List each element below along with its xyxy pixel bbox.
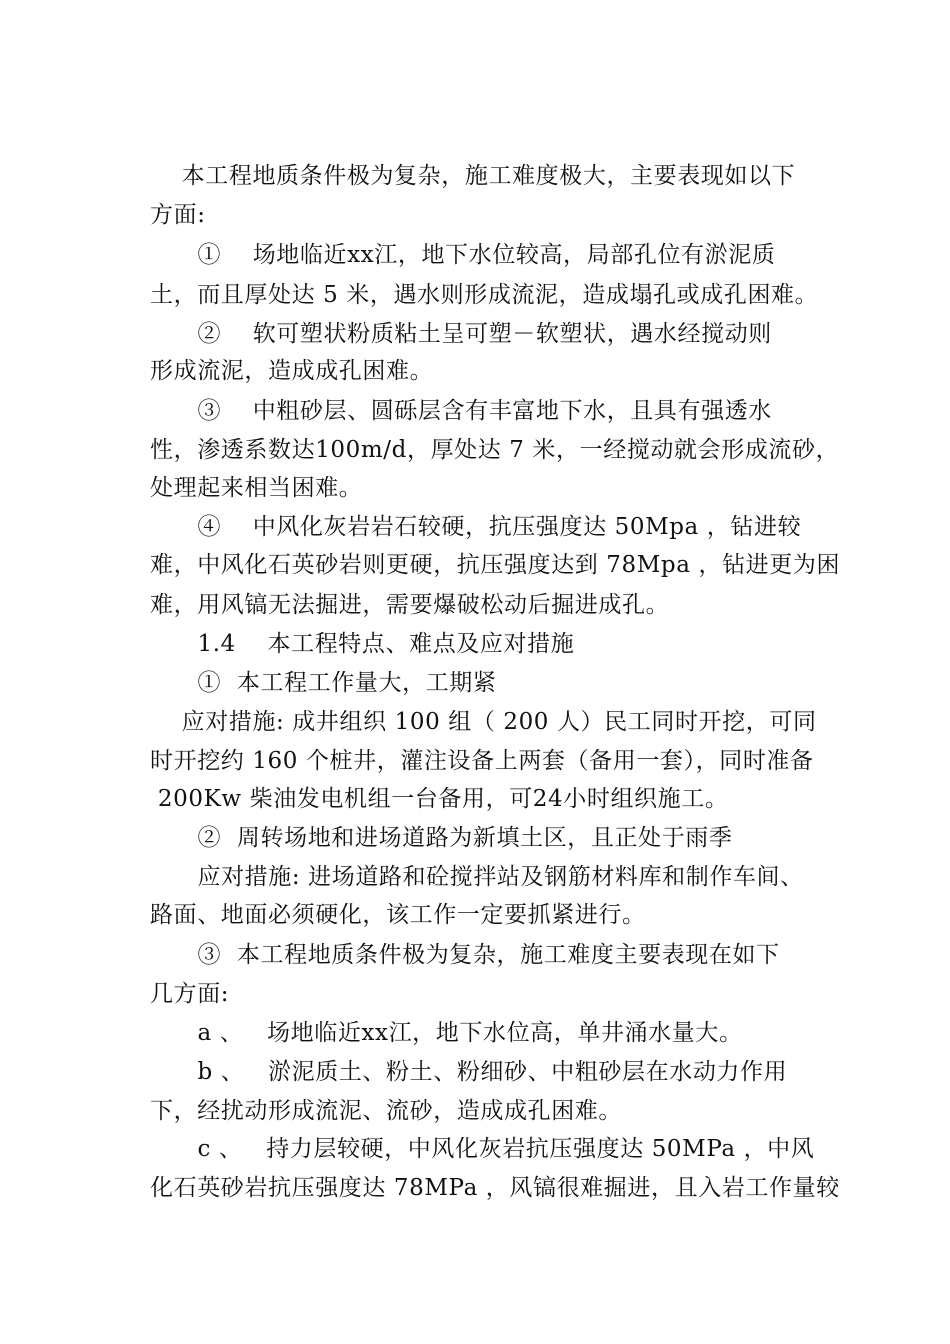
text-line: ③ 本工程地质条件极为复杂，施工难度主要表现在如下 xyxy=(150,942,780,968)
text-line: 难，中风化石英砂岩则更硬，抗压强度达到 78Mpa ，钻进更为困 xyxy=(150,552,841,578)
text-line: ② 周转场地和进场道路为新填土区，且正处于雨季 xyxy=(150,825,733,851)
text-line: 化石英砂岩抗压强度达 78MPa ，风镐很难掘进，且入岩工作量较 xyxy=(150,1175,840,1201)
section-heading: 1.4 本工程特点、难点及应对措施 xyxy=(150,631,575,657)
text-line: 应对措施: 成井组织 100 组（ 200 人）民工同时开挖，可同 xyxy=(150,709,817,735)
text-line: 200Kw 柴油发电机组一台备用，可24小时组织施工。 xyxy=(150,786,729,812)
text-line: 形成流泥，造成成孔困难。 xyxy=(150,358,434,384)
text-line: 时开挖约 160 个桩井，灌注设备上两套（备用一套），同时准备 xyxy=(150,748,814,774)
text-line: ③ 中粗砂层、圆砾层含有丰富地下水，且具有强透水 xyxy=(150,398,772,424)
text-line: ① 场地临近xx江，地下水位较高，局部孔位有淤泥质 xyxy=(150,242,776,268)
text-line: c 、 持力层较硬，中风化灰岩抗压强度达 50MPa ，中风 xyxy=(150,1136,815,1162)
text-line: 应对措施: 进场道路和砼搅拌站及钢筋材料库和制作车间、 xyxy=(150,864,804,890)
text-line: 本工程地质条件极为复杂，施工难度极大，主要表现如以下 xyxy=(150,163,796,189)
text-line: 土，而且厚处达 5 米，遇水则形成流泥，造成塌孔或成孔困难。 xyxy=(150,282,819,308)
text-line: ② 软可塑状粉质粘土呈可塑－软塑状，遇水经搅动则 xyxy=(150,321,772,347)
text-line: 难，用风镐无法掘进，需要爆破松动后掘进成孔。 xyxy=(150,592,670,618)
text-line: 方面: xyxy=(150,202,206,228)
text-line: a 、 场地临近xx江，地下水位高，单井涌水量大。 xyxy=(150,1020,743,1046)
text-line: 性，渗透系数达100m/d，厚处达 7 米，一经搅动就会形成流砂， xyxy=(150,437,840,463)
text-line: 处理起来相当困难。 xyxy=(150,475,363,501)
text-line: ④ 中风化灰岩岩石较硬，抗压强度达 50Mpa ，钻进较 xyxy=(150,514,802,540)
text-line: 下，经扰动形成流泥、流砂，造成成孔困难。 xyxy=(150,1098,622,1124)
text-line: b 、 淤泥质土、粉土、粉细砂、中粗砂层在水动力作用 xyxy=(150,1059,788,1085)
text-line: 路面、地面必须硬化，该工作一定要抓紧进行。 xyxy=(150,902,646,928)
text-line: 几方面: xyxy=(150,981,230,1007)
text-line: ① 本工程工作量大，工期紧 xyxy=(150,670,497,696)
